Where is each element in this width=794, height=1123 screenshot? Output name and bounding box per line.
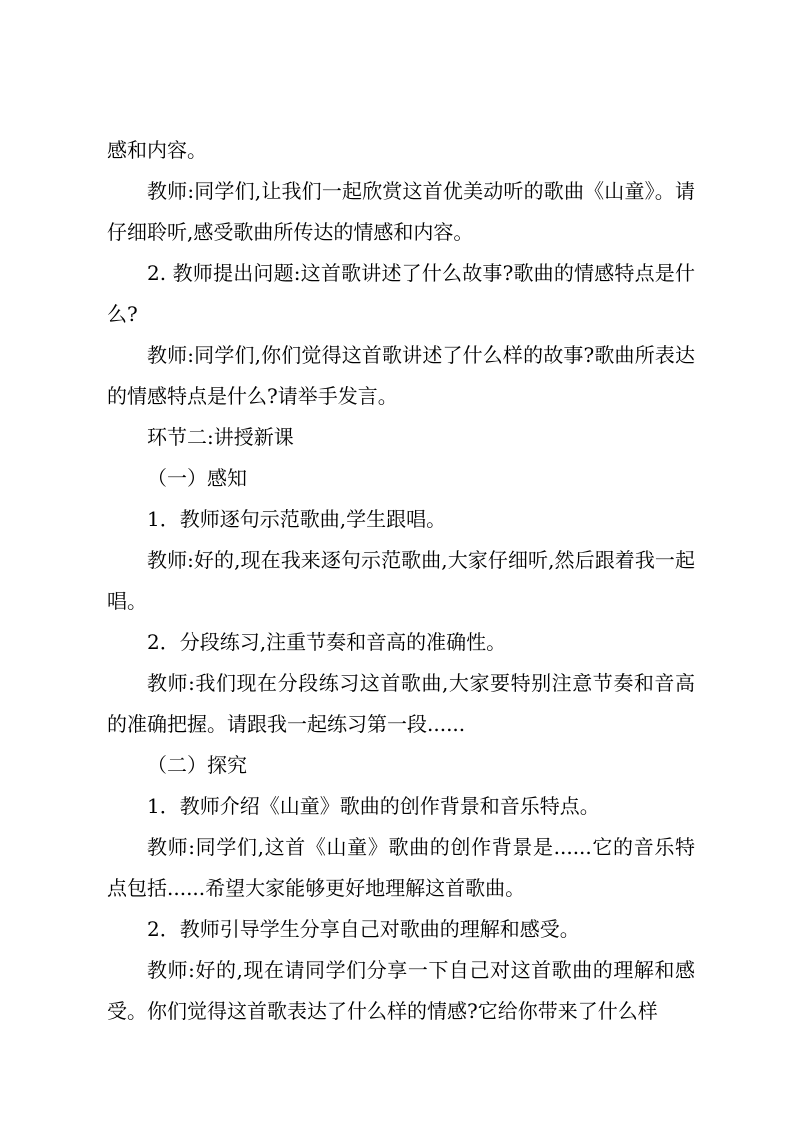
- paragraph: 1．教师逐句示范歌曲,学生跟唱。: [147, 507, 447, 531]
- paragraph: 教师:好的,现在我来逐句示范歌曲,大家仔细听,然后跟着我一起唱。: [107, 548, 695, 613]
- paragraph: 2．分段练习,注重节奏和音高的准确性。: [147, 630, 507, 654]
- paragraph: 感和内容。: [107, 138, 207, 162]
- paragraph: 2. 教师提出问题:这首歌讲述了什么故事?歌曲的情感特点是什么?: [107, 261, 695, 326]
- section-heading: 环节二:讲授新课: [147, 425, 294, 449]
- document-body: [107, 130, 695, 1032]
- subsection-heading: （二）探究: [147, 753, 247, 777]
- paragraph: 教师:同学们,让我们一起欣赏这首优美动听的歌曲《山童》。请仔细聆听,感受歌曲所传达的情感和内容。: [107, 179, 695, 244]
- paragraph: 教师:同学们,你们觉得这首歌讲述了什么样的故事?歌曲所表达的情感特点是什么?请举手发言。: [107, 343, 695, 408]
- subsection-heading: （一）感知: [147, 466, 247, 490]
- paragraph: 教师:我们现在分段练习这首歌曲,大家要特别注意节奏和音高的准确把握。请跟我一起练习第一段......: [107, 671, 695, 736]
- paragraph: 教师:好的,现在请同学们分享一下自己对这首歌曲的理解和感受。你们觉得这首歌表达了什么样的情感?它给你带来了什么样: [107, 958, 695, 1023]
- paragraph: 2．教师引导学生分享自己对歌曲的理解和感受。: [147, 917, 580, 941]
- paragraph: 1．教师介绍《山童》歌曲的创作背景和音乐特点。: [147, 794, 600, 818]
- paragraph: 教师:同学们,这首《山童》歌曲的创作背景是......它的音乐特点包括......希望大家能够更好地理解这首歌曲。: [107, 835, 695, 900]
